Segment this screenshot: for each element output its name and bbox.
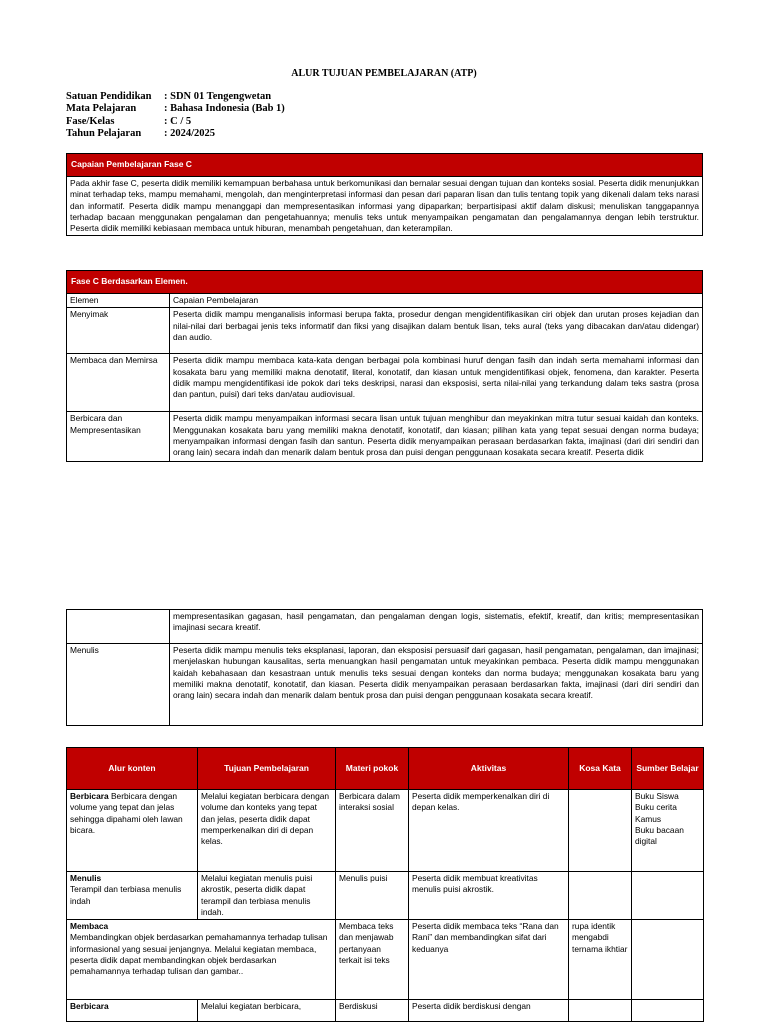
cell-kosa [569,790,632,872]
cell-kosa [569,872,632,920]
col-capaian: Capaian Pembelajaran [170,294,703,308]
header-aktivitas: Aktivitas [409,748,569,790]
cell-sumber: Buku Siswa Buku cerita Kamus Buku bacaan digital [632,790,704,872]
cell-aktivitas: Peserta didik memperkenalkan diri di depan kelas. [409,790,569,872]
info-label: Satuan Pendidikan [66,91,152,102]
cell-materi: Berdiskusi [336,1000,409,1022]
header-tujuan: Tujuan Pembelajaran [198,748,336,790]
konten-title: Menulis [70,873,102,883]
cell-materi: Menulis puisi [336,872,409,920]
table-row [67,1000,704,1022]
konten-text: Membandingkan objek berdasarkan pemahamannya terhadap tulisan informasional yang sesuai jenjangnya. Melalui kegiatan membaca, peserta didik dapat membandingkan objek berdasarkan pemahamannya terhadap tulisan dan gambar.. [70,932,328,977]
konten-title: Membaca [70,921,109,932]
info-label: Mata Pelajaran [66,103,137,115]
cell-sumber [632,920,704,1000]
atp-table [66,747,704,1022]
info-value: : C / 5 [164,115,192,127]
elemen-name: Menulis [67,644,170,726]
cell-konten [67,920,336,1000]
cell-sumber [632,872,704,920]
capaian-header: Capaian Pembelajaran Fase C [67,154,703,177]
elemen-text-wrap [170,412,703,462]
cell-tujuan: Melalui kegiatan berbicara, [198,1000,336,1022]
cell-aktivitas: Peserta didik berdiskusi dengan [409,1000,569,1022]
elemen-text: Peserta didik mampu menulis teks eksplanasi, laporan, dan eksposisi persuasif dari gagasan, hasil pengamatan, pengalaman, dan imajinasi; menjelaskan hubungan kausalitas, serta menuangkan hasil pengamatan untuk meyakinkan pembaca. Peserta didik mampu menggunakan kaidah kebahasaan dan kesastraan untuk menulis teks sesuai dengan konteks dan norma budaya; menggunakan kosakata baru yang memiliki makna denotatif, konotatif, dan kiasan. Peserta didik menyampaikan perasaan berdasarkan fakta, imajinasi (dari diri sendiri dan orang lain) secara indah dan menarik dalam bentuk prosa dan puisi dengan penggunaan kosakata secara kreatif. [170,644,703,726]
document-title: ALUR TUJUAN PEMBELAJARAN (ATP) [291,68,477,79]
cell-materi: Membaca teks dan menjawab pertanyaan terkait isi teks [336,920,409,1000]
info-label: Fase/Kelas [66,115,115,127]
header-alur-konten: Alur konten [67,748,198,790]
elemen-table [66,270,703,462]
cell-materi: Berbicara dalam interaksi sosial [336,790,409,872]
elemen-text: Peserta didik mampu menganalisis informasi berupa fakta, prosedur dengan mengidentifikasikan ciri objek dan urutan proses kejadian dan nilai-nilai dari berbagai jenis teks informatif dan fiksi yang disajikan dalam bentuk lisan, teks aural (teks yang dibacakan dan/atau didengar) dan audio. [170,308,703,354]
elemen-continuation: mempresentasikan gagasan, hasil pengamatan, dan pengalaman dengan logis, sistematis, efektif, kreatif, dan kritis; mempresentasikan imajinasi secara kreatif. [170,610,703,644]
info-label: Tahun Pelajaran [66,128,142,140]
table-row [67,872,704,920]
cell-konten [67,872,198,920]
info-row-satuan [66,91,285,103]
elemen-header: Fase C Berdasarkan Elemen. [67,271,703,294]
col-elemen: Elemen [67,294,170,308]
cell-aktivitas: Peserta didik membaca teks “Rana dan Rani” dan membandingkan sifat dari keduanya [409,920,569,1000]
info-row-mapel [66,103,285,115]
elemen-table-continued [66,609,703,726]
capaian-table [66,153,703,236]
info-value: : SDN 01 Tengengwetan [164,91,272,102]
capaian-text: Pada akhir fase C, peserta didik memiliki kemampuan berbahasa untuk berkomunikasi dan bernalar sesuai dengan tujuan dan konteks sosial. Peserta didik menunjukkan minat terhadap teks, mampu memahami, mengolah, dan menginterpretasi informasi dan pesan dari paparan lisan dan tulis tentang topik yang dikenali dalam teks narasi dan informatif. Peserta didik mampu menanggapi dan mempresentasikan informasi yang dipaparkan; berpartisipasi aktif dalam diskusi; menuliskan tanggapannya terhadap bacaan menggunakan pengalaman dan pengetahuannya; menulis teks untuk menyampaikan pengamatan dan pengalamannya dengan lebih terstruktur. Peserta didik memiliki kebiasaan membaca untuk hiburan, menambah pengetahuan, dan keterampilan. [67,177,703,236]
cell-kosa [569,1000,632,1022]
table-row [67,790,704,872]
konten-text: Terampil dan terbiasa menulis indah [70,884,182,906]
info-row-fase [66,116,285,128]
konten-text: Berbicara dengan volume yang tepat dan jelas sehingga dipahami oleh lawan bicara. [70,791,183,835]
table-row [67,920,704,1000]
header-sumber: Sumber Belajar [632,748,704,790]
cell-konten [67,790,198,872]
elemen-name: Menyimak [67,308,170,354]
cell-aktivitas: Peserta didik membuat kreativitas menulis puisi akrostik. [409,872,569,920]
cell-konten: Berbicara [67,1000,198,1022]
elemen-name: Berbicara dan Mempresentasikan [67,412,170,462]
empty-cell [67,610,170,644]
cell-tujuan: Melalui kegiatan berbicara dengan volume dan konteks yang tepat dan jelas, peserta didik dapat memperkenalkan diri di depan kelas. [198,790,336,872]
info-row-tahun [66,128,285,140]
elemen-text: Peserta didik mampu menyampaikan informasi secara lisan untuk tujuan menghibur dan meyakinkan mitra tutur sesuai kaidah dan konteks. Menggunakan kosakata baru yang memiliki makna denotatif, konotatif, dan kiasan; pilihan kata yang tepat sesuai dengan norma budaya; menyampaikan informasi dengan fasih dan santun. Peserta didik menyampaikan perasaan berdasarkan fakta, imajinasi (dari diri sendiri dan orang lain) secara indah dan menarik dalam bentuk prosa dan puisi dengan penggunaan kosakata secara kreatif. Peserta didik [173,413,699,458]
info-value: : Bahasa Indonesia (Bab 1) [164,103,285,115]
cell-tujuan: Melalui kegiatan menulis puisi akrostik, peserta didik dapat terampil dan terbiasa menulis indah. [198,872,336,920]
info-value: : 2024/2025 [164,128,216,140]
konten-title: Berbicara [70,791,109,801]
cell-kosa: rupa identik mengabdi ternama ikhtiar [569,920,632,1000]
school-info [66,91,285,141]
elemen-name: Membaca dan Memirsa [67,354,170,412]
header-kosa-kata: Kosa Kata [569,748,632,790]
cell-sumber [632,1000,704,1022]
elemen-text: Peserta didik mampu membaca kata-kata dengan berbagai pola kombinasi huruf dengan fasih dan indah serta memahami informasi dan kosakata baru yang memiliki makna denotatif, literal, konotatif, dan kiasan untuk mengidentifikasi objek, fenomena, dan karakter. Peserta didik mampu mengidentifikasi ide pokok dari teks deskripsi, narasi dan eksposisi, serta nilai-nilai yang terkandung dalam teks sastra (prosa dan pantun, puisi) dari teks dan/atau audiovisual. [170,354,703,412]
header-materi: Materi pokok [336,748,409,790]
